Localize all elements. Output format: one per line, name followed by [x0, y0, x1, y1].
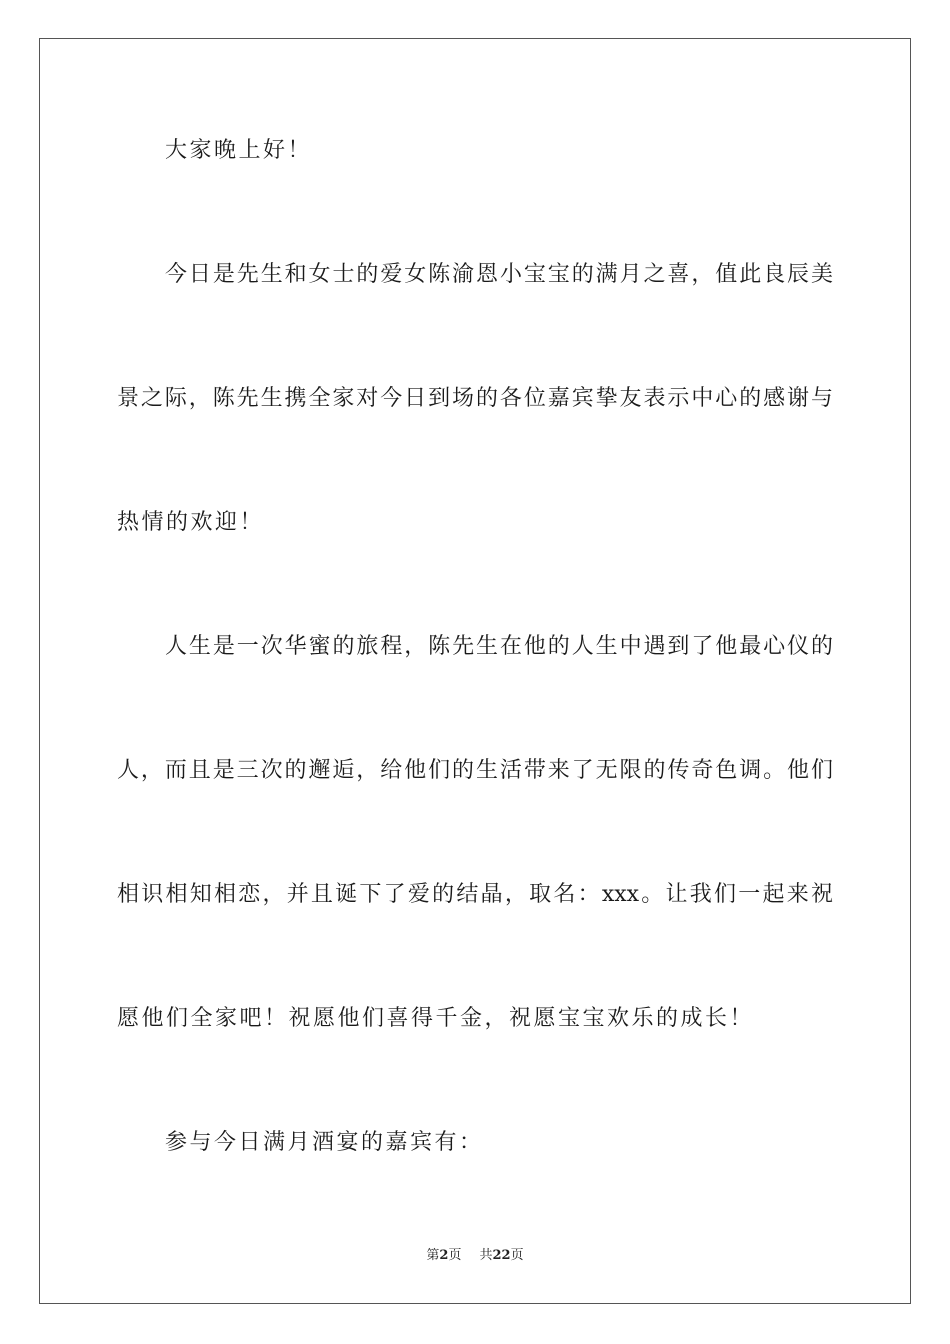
paragraph-line: 参与今日满月酒宴的嘉宾有： — [165, 1130, 484, 1155]
total-pages: 22 — [492, 1248, 511, 1263]
page-frame — [39, 38, 911, 1304]
page-prefix: 第 — [426, 1248, 440, 1263]
page-footer — [0, 1247, 950, 1265]
paragraph-line: 人，而且是三次的邂逅，给他们的生活带来了无限的传奇色调。他们 — [117, 758, 833, 783]
page-suffix: 页 — [448, 1248, 462, 1263]
paragraph-line: 热情的欢迎！ — [117, 510, 265, 535]
paragraph-line: 愿他们全家吧！祝愿他们喜得千金，祝愿宝宝欢乐的成长！ — [117, 1006, 755, 1031]
paragraph-line: 今日是先生和女士的爱女陈渝恩小宝宝的满月之喜，值此良辰美 — [165, 262, 833, 287]
greeting-line: 大家晚上好！ — [165, 138, 313, 163]
total-prefix: 共 — [479, 1248, 493, 1263]
paragraph-line: 人生是一次华蜜的旅程，陈先生在他的人生中遇到了他最心仪的 — [165, 634, 833, 659]
total-suffix: 页 — [510, 1248, 524, 1263]
paragraph-line: 相识相知相恋，并且诞下了爱的结晶，取名：xxx。让我们一起来祝 — [117, 882, 833, 907]
paragraph-line: 景之际，陈先生携全家对今日到场的各位嘉宾挚友表示中心的感谢与 — [117, 386, 833, 411]
page-number: 2 — [439, 1248, 449, 1263]
